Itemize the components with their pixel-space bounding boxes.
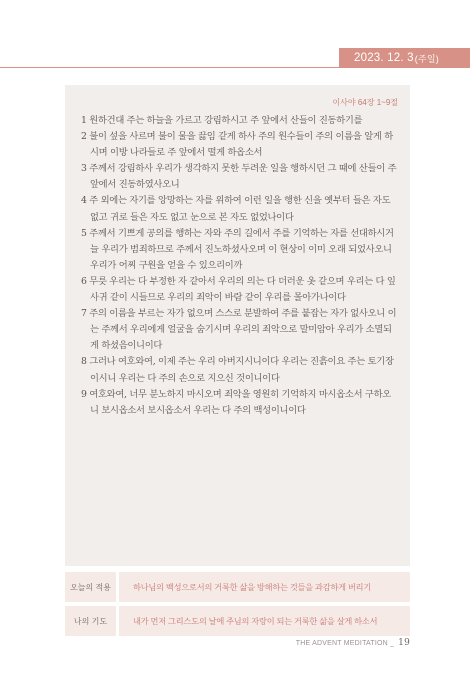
date-banner	[339, 48, 470, 68]
verse-text: 주 외에는 자기를 앙망하는 자를 위하여 이런 일을 행한 신을 옛부터 들은 자도 없고 귀로 들은 자도 없고 눈으로 본 자도 없었나이다	[89, 195, 391, 223]
verse	[81, 306, 399, 354]
page-footer	[296, 638, 410, 648]
header-rule	[0, 67, 470, 68]
verse	[81, 354, 399, 386]
scripture-reference: 이사야 64장 1~9절	[332, 98, 398, 107]
page-number: 19	[398, 638, 410, 648]
prayer-label: 나의 기도	[65, 606, 116, 636]
verse-number: 1	[81, 115, 87, 126]
verse-text: 주께서 기쁘게 공의를 행하는 자와 주의 길에서 주를 기억하는 자를 선대하시거늘 우리가 범죄하므로 주께서 진노하셨사오며 이 현상이 이미 오래 되었사오니 우리가 어찌 구원을 얻을 수 있으리이까	[89, 227, 394, 271]
verse	[81, 274, 399, 306]
verse-list	[81, 113, 399, 419]
verse-number: 3	[81, 163, 87, 175]
verse-text: 주의 이름을 부르는 자가 없으며 스스로 분발하여 주를 붙잡는 자가 없사오니 이는 주께서 우리에게 얼굴을 숨기시며 우리의 죄악으로 말미암아 우리가 소멸되게 하셨음이니이다	[89, 308, 397, 352]
day-of-week: (주일)	[414, 53, 439, 64]
verse	[81, 161, 399, 193]
verse-number: 4	[81, 195, 87, 207]
verse	[81, 387, 399, 419]
verse	[81, 113, 399, 129]
application-label: 오늘의 적용	[65, 572, 116, 602]
verse	[81, 226, 399, 274]
verse	[81, 129, 399, 161]
verse-text: 주께서 강림하사 우리가 생각하지 못한 두려운 일을 행하시던 그 때에 산들이 주 앞에서 진동하였사오니	[89, 163, 397, 191]
verse-number: 7	[81, 308, 87, 320]
verse-number: 2	[81, 131, 87, 143]
verse-text: 원하건대 주는 하늘을 가르고 강림하시고 주 앞에서 산들이 진동하기를	[89, 115, 363, 126]
date-text: 2023. 12. 3	[354, 52, 414, 64]
verse-number: 6	[81, 275, 87, 287]
verse-text: 그러나 여호와여, 이제 주는 우리 아버지시니이다 우리는 진흙이요 주는 토기장이시니 우리는 다 주의 손으로 지으신 것이니이다	[89, 356, 394, 384]
verse-number: 8	[81, 356, 87, 368]
verse-text: 여호와여, 너무 분노하지 마시오며 죄악을 영원히 기억하지 마시옵소서 구하오니 보시옵소서 보시옵소서 우리는 다 주의 백성이니이다	[89, 388, 391, 416]
scripture-box	[65, 85, 410, 566]
application-section	[65, 572, 410, 602]
verse	[81, 193, 399, 225]
prayer-section	[65, 606, 410, 636]
verse-text: 무릇 우리는 다 부정한 자 같아서 우리의 의는 다 더러운 옷 같으며 우리는 다 잎사귀 같이 시들므로 우리의 죄악이 바람 같이 우리를 몰아가나이다	[89, 275, 396, 304]
prayer-text: 내가 먼저 그리스도의 날에 주님의 자랑이 되는 거룩한 삶을 살게 하소서	[119, 606, 410, 636]
application-text: 하나님의 백성으로서의 거룩한 삶을 방해하는 것들을 과감하게 버리기	[119, 572, 410, 602]
verse-number: 9	[81, 388, 87, 400]
verse-number: 5	[81, 227, 87, 239]
book-title: THE ADVENT MEDITATION _	[295, 640, 395, 647]
verse-text: 불이 섶을 사르며 불이 물을 끓임 같게 하사 주의 원수들이 주의 이름을 알게 하시며 이방 나라들로 주 앞에서 떨게 하옵소서	[89, 131, 393, 159]
